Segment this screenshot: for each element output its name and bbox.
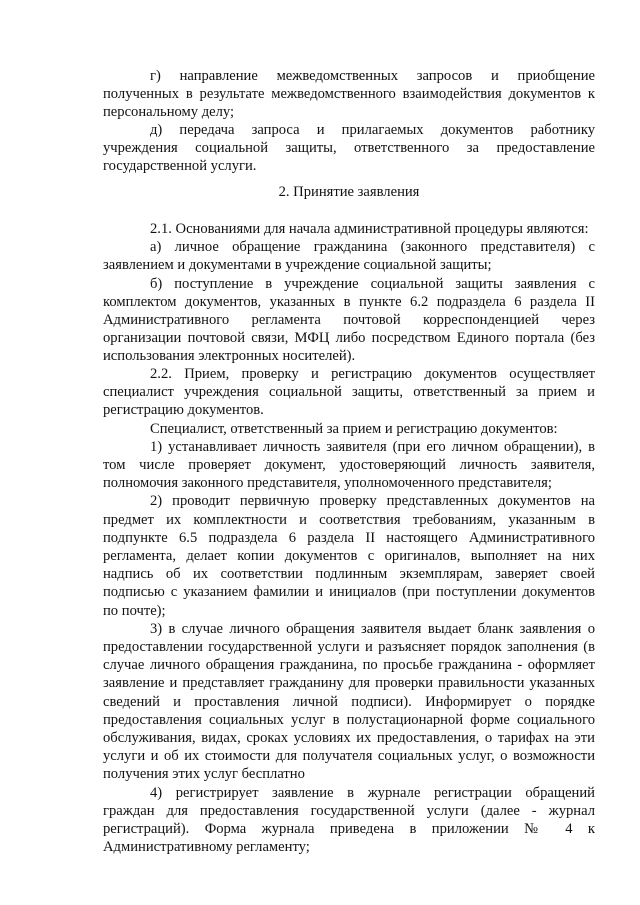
text-line: государственной услуги. bbox=[103, 158, 257, 175]
text-line: 1) устанавливает личность заявителя (при его личном обращении), в bbox=[150, 438, 595, 455]
section-title: 2. Принятие заявления bbox=[278, 184, 420, 200]
text-line: по почте); bbox=[103, 602, 166, 619]
specialist-intro: Специалист, ответственный за прием и регистрацию документов: bbox=[150, 420, 558, 437]
text-line: предмет их комплектности и соответствия требованиям, указанным в bbox=[103, 511, 595, 528]
text-line: предоставления социальных услуг в полустационарной форме социального bbox=[103, 711, 595, 728]
text-line: регламента, делает копии документов с оригиналов, выполняет на них bbox=[103, 548, 595, 565]
clause-intro: 2.1. Основаниями для начала административной процедуры являются: bbox=[150, 221, 589, 237]
clause-2-2 bbox=[103, 365, 595, 856]
text-line: 2.2. Прием, проверку и регистрацию документов осуществляет bbox=[150, 366, 595, 382]
text-line: использования электронных носителей). bbox=[103, 348, 356, 365]
text-line: Административного регламента почтовой корреспонденцией через bbox=[103, 312, 595, 329]
text-line: полномочия законного представителя, уполномоченного представителя; bbox=[103, 475, 552, 492]
paragraph-d bbox=[103, 121, 595, 176]
text-line: учреждения социальной защиты, ответственного за предоставление bbox=[103, 140, 595, 157]
clause-2-1 bbox=[103, 220, 595, 366]
text-line: заявление и представляет гражданину для проверки правильности указанных bbox=[103, 675, 595, 692]
text-line: получения этих услуг бесплатно bbox=[103, 766, 305, 783]
text-line: случае личного обращения гражданина, по просьбе гражданина - оформляет bbox=[103, 657, 595, 674]
text-line: граждан для предоставления государственной услуги (далее - журнал bbox=[103, 802, 595, 819]
text-line: специалист учреждения социальной защиты, ответственный за прием и bbox=[103, 384, 595, 401]
text-line: заявлением и документами в учреждение социальной защиты; bbox=[103, 257, 492, 274]
text-line: сведений и проставления личной подписи). Информирует о порядке bbox=[103, 693, 595, 710]
text-line: подписью с указанием фамилии и инициалов (при поступлении документов bbox=[103, 584, 595, 601]
text-line: обслуживания, видах, сроках условиях их предоставления, о тарифах на эти bbox=[103, 730, 595, 747]
text-line: регистраций). Форма журнала приведена в приложении № 4 к bbox=[103, 821, 595, 838]
text-line: организации почтовой связи, МФЦ либо посредством Единого портала (без bbox=[103, 330, 595, 347]
text-line: персональному делу; bbox=[103, 104, 235, 121]
text-line: комплектом документов, указанных в пункте 6.2 подраздела 6 раздела II bbox=[103, 293, 595, 310]
text-line: том числе проверяет документ, удостоверяющий личность заявителя, bbox=[103, 457, 595, 474]
text-line: полученных в результате межведомственного взаимодействия документов к bbox=[103, 86, 595, 103]
paragraph-g bbox=[103, 67, 595, 122]
text-line: б) поступление в учреждение социальной защиты заявления с bbox=[150, 275, 595, 292]
text-line: услуги и об их стоимости для получателя социальных услуг, о возможности bbox=[103, 748, 595, 765]
text-line: регистрацию документов. bbox=[103, 402, 264, 419]
text-line: предоставлении государственной услуги и разъясняет порядок заполнения (в bbox=[103, 639, 595, 656]
text-line: подпункте 6.5 подраздела 6 раздела II настоящего Административного bbox=[103, 529, 595, 546]
text-line: 2) проводит первичную проверку представленных документов на bbox=[150, 493, 595, 510]
text-line: Административному регламенту; bbox=[103, 839, 310, 856]
text-line: г) направление межведомственных запросов и приобщение bbox=[150, 68, 595, 84]
text-line: д) передача запроса и прилагаемых документов работнику bbox=[150, 122, 595, 138]
text-line: а) личное обращение гражданина (законного представителя) с bbox=[150, 239, 595, 256]
text-line: надпись об их соответствии подлинным экземплярам, заверяет своей bbox=[103, 566, 595, 583]
text-line: 3) в случае личного обращения заявителя выдает бланк заявления о bbox=[150, 620, 595, 637]
text-line: 4) регистрирует заявление в журнале регистрации обращений bbox=[150, 784, 595, 801]
